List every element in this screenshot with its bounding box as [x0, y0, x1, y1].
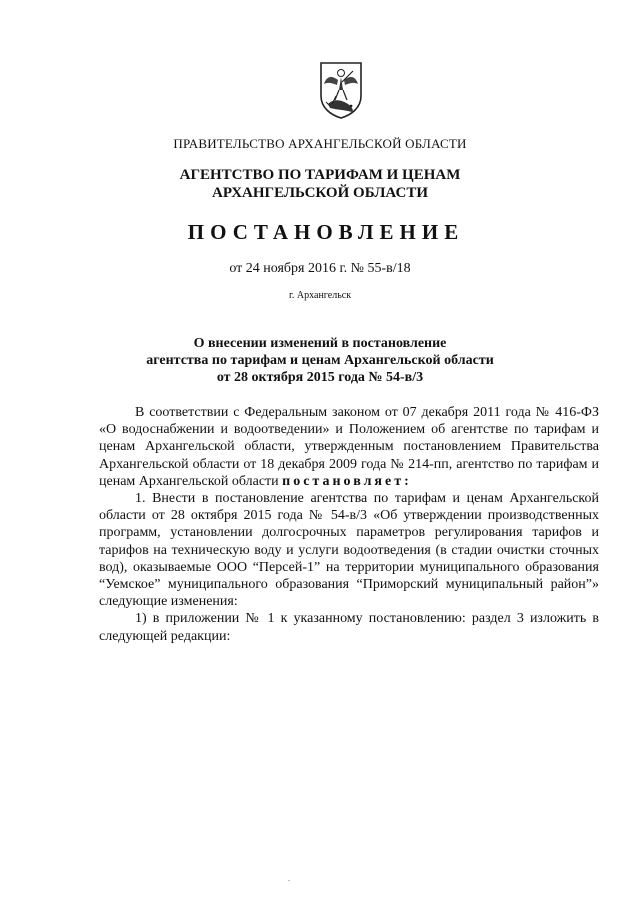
- government-name: ПРАВИТЕЛЬСТВО АРХАНГЕЛЬСКОЙ ОБЛАСТИ: [173, 136, 467, 151]
- document-type-title: ПОСТАНОВЛЕНИЕ: [187, 220, 465, 244]
- preamble-text: В соответствии с Федеральным законом от 07 декабря 2011 года № 416-ФЗ «О водоснабжении и водоотведении» и Положением об агентстве по тарифам и ценам Архангельской области, утвержденным постановлением Правительства Архангельской области от 18 декабря 2009 года № 214-пп, агентство по тарифам и ценам Архангельской области: [99, 405, 599, 489]
- subitem-1-paragraph: 1) в приложении № 1 к указанному постановлению: раздел 3 изложить в следующей редакции:: [99, 611, 599, 644]
- agency-name-line2: АРХАНГЕЛЬСКОЙ ОБЛАСТИ: [212, 185, 428, 201]
- item-1-paragraph: 1. Внести в постановление агентства по тарифам и ценам Архангельской области от 28 октября 2015 года № 54-в/3 «Об утверждении производственных программ, установлении долгосрочных параметров регулирования тарифов и тарифов на техническую воду и услуги водоотведения (в стадии очистки сточных вод), оказываемые ООО “Персей-1” на территории муниципального образования “Уемское” муниципального образования “Приморский муниципальный район”» следующие изменения:: [99, 491, 599, 610]
- page-footer-mark: .: [288, 874, 290, 883]
- subject-line1: О внесении изменений в постановление: [193, 336, 447, 351]
- document-body: [99, 404, 599, 645]
- agency-name: [0, 166, 640, 202]
- document-date-number: от 24 ноября 2016 г. № 55-в/18: [229, 261, 411, 276]
- preamble-paragraph: [99, 404, 599, 490]
- coat-of-arms-emblem-icon: [318, 60, 364, 120]
- agency-name-line1: АГЕНТСТВО ПО ТАРИФАМ И ЦЕНАМ: [179, 167, 461, 183]
- document-city: г. Архангельск: [288, 290, 352, 301]
- subject-line2: агентства по тарифам и ценам Архангельской области: [146, 353, 494, 368]
- resolves-keyword: постановляет:: [282, 473, 412, 489]
- subject-line3: от 28 октября 2015 года № 54-в/3: [216, 370, 424, 385]
- document-subject: [0, 335, 640, 386]
